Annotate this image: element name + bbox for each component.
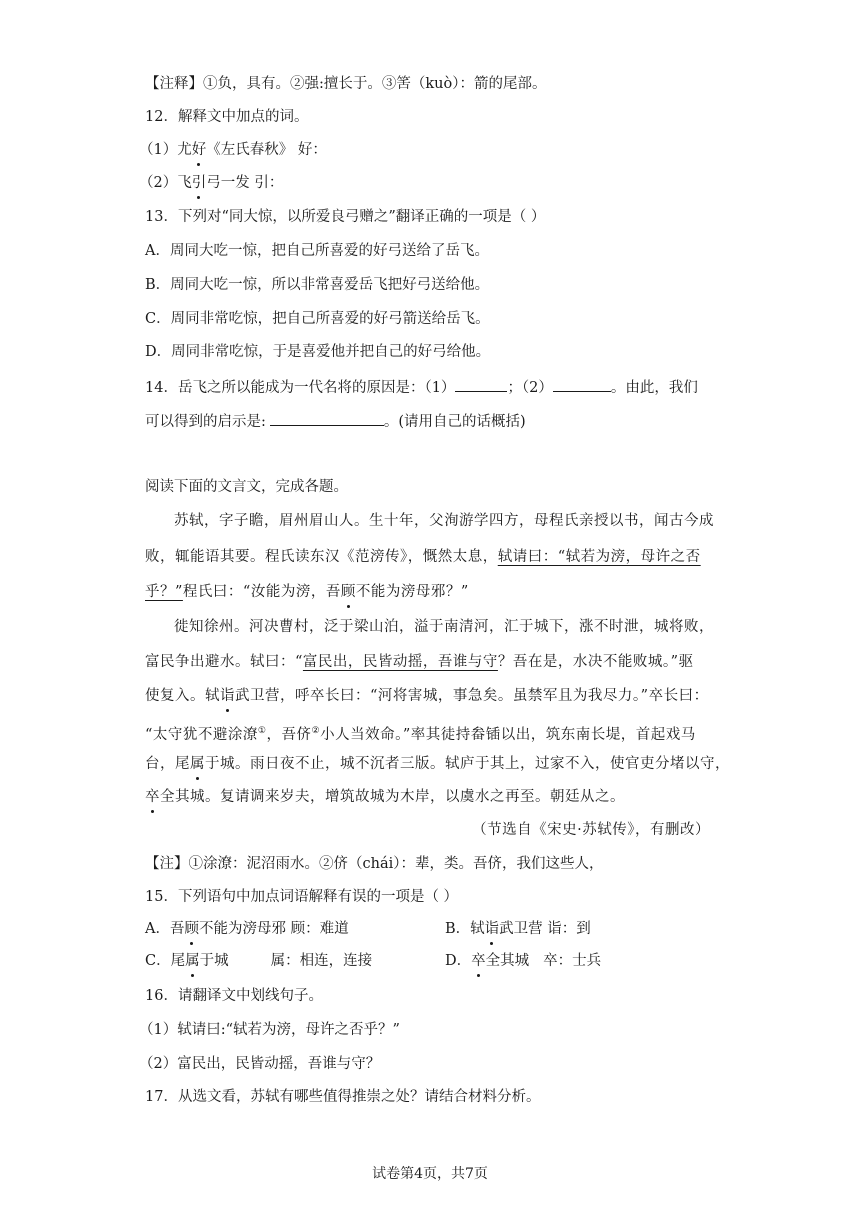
q14-part1: 14．岳飞之所以能成为一代名将的原因是：（1） [145,380,456,396]
q13-option-b: B．周同大吃一惊，所以非常喜爱岳飞把好弓送给他。 [145,277,490,293]
q15-a-post: 不能为滂母邪 顾：难道 [198,921,349,937]
q12-item1-post: 《左氏春秋》 好： [206,142,327,158]
q15-d-explanation: 卒：士兵 [543,953,602,969]
q15-b-pre: B．轼 [445,921,485,937]
q15-option-c [145,951,372,971]
q16-item2: （2）富民出，民皆动摇，吾谁与守？ [139,1056,381,1072]
q13-stem: 13．下列对“同大惊，以所爱良弓赠之”翻译正确的一项是（ ） [145,209,546,225]
p2-l5-pre: 台，尾 [145,756,190,772]
q15-d-pre: D． [445,953,472,969]
q15-stem: 15．下列语句中加点词语解释有误的一项是（ ） [145,889,459,905]
p2-l4-pre: “太守犹不避涂潦 [145,726,258,743]
passage-p2-line1: 徙知徐州。河决曹村，泛于梁山泊，溢于南清河，汇于城下，涨不时泄，城将败， [174,619,714,635]
passage-p1-line3 [145,582,469,602]
q13-option-c: C．周同非常吃惊，把自己所喜爱的好弓箭送给岳飞。 [145,311,490,327]
q14-line2-pre: 可以得到的启示是: [145,414,266,430]
q14-part3: 。由此，我们 [610,380,698,396]
q15-c-post: 于城 [199,953,229,969]
passage-p2-line2 [145,652,694,672]
p2-l6-post: 全其城。复请调来岁夫，增筑故城为木岸，以虞水之再至。朝廷从之。 [160,789,625,805]
annotation-note [145,74,547,94]
q14-blank-1[interactable] [455,376,507,392]
q12-item2-dotted-word: 引 [191,175,207,191]
p2-l2-pre: 富民争出避水。轼曰：“ [145,654,303,670]
footnote-mark-2: ② [311,726,321,736]
p2-l5-post: 于城。雨日夜不止，城不沉者三版。轼庐于其上，过家不入，使官吏分堵以守， [205,756,730,772]
q17-stem: 17．从选文看，苏轼有哪些值得推崇之处？请结合材料分析。 [145,1089,541,1105]
q12-item2-post: 弓一发 引： [206,175,284,191]
q15-d-dotted-word: 卒 [471,953,486,969]
q14-part2: ；（2） [507,380,553,396]
passage-p2-line4 [145,721,696,745]
p2-l2-post: ？吾在是，水决不能败城。”驱 [497,654,694,670]
p2-l3-post: 武卫营，呼卒长曰：“河将害城，事急矣。虽禁军且为我尽力。”卒长曰： [235,688,709,704]
q16-stem: 16．请翻译文中划线句子。 [145,988,323,1004]
q15-b-post: 武卫营 诣：到 [499,921,591,937]
passage-p2-line3 [145,686,709,706]
passage-source: （节选自《宋史·苏轼传》，有删改） [472,822,710,838]
page-footer: 试卷第4页，共7页 [372,1166,488,1182]
q14-blank-2[interactable] [553,376,611,392]
q15-c-dotted-word: 属 [185,953,200,969]
p2-l3-pre: 使复入。轼 [145,688,220,704]
footnote-mark-1: ① [257,726,267,736]
dotted-word-yi: 诣 [220,688,235,704]
reading-intro: 阅读下面的文言文，完成各题。 [145,479,348,495]
q15-c-pre: C．尾 [145,953,186,969]
q15-c-explanation: 属：相连，连接 [270,953,373,969]
q15-option-a [145,919,349,939]
q12-item1 [139,140,327,160]
q12-stem: 12．解释文中加点的词。 [145,109,309,125]
q14-line1 [145,376,698,398]
dotted-word-zu: 卒 [145,789,160,805]
p2-l4-post: 小人当效命。”率其徒持畚锸以出，筑东南长堤，首起戏马 [320,726,696,743]
q15-a-pre: A．吾 [145,921,185,937]
q16-item1: （1）轼请曰:“轼若为滂，母许之否乎？” [139,1022,400,1038]
p2-l4-mid: ，吾侪 [266,726,312,743]
q14-line2 [145,410,526,432]
passage-p1-line1: 苏轼，字子瞻，眉州眉山人。生十年，父洵游学四方，母程氏亲授以书，闻古今成 [174,513,714,529]
note-label: 【注释】 [145,76,203,92]
dotted-word-gu: 顾 [340,584,356,600]
q12-item2-pre: （2）飞 [139,175,192,191]
q12-item1-pre: （1）尤 [139,142,192,158]
q14-blank-3[interactable] [270,410,384,426]
note-text: ①负，具有。②强:擅长于。③筈（kuò）：箭的尾部。 [203,76,547,92]
q13-option-a: A．周同大吃一惊，把自己所喜爱的好弓送给了岳飞。 [145,243,489,259]
passage-p1-line2 [145,547,701,567]
passage-p2-line5 [145,754,730,774]
q12-item1-dotted-word: 好 [191,142,207,158]
q14-line2-post: 。(请用自己的话概括) [383,414,526,430]
q15-option-d [445,951,601,971]
passage-note: 【注】①涂潦：泥沼雨水。②侪（chái）：辈，类。吾侪，我们这些人， [145,856,604,872]
underlined-sentence-1a: 轼请曰：“轼若为滂，母许之否 [497,549,701,565]
dotted-word-shu: 属 [190,756,205,772]
passage-p2-line6 [145,787,625,807]
q13-option-d: D．周同非常吃惊，于是喜爱他并把自己的好弓给他。 [145,344,491,360]
p1-l2-pre: 败，辄能语其要。程氏读东汉《范滂传》，慨然太息， [145,549,498,565]
p1-l3-post: 不能为滂母邪？” [355,584,469,600]
q15-d-post: 全其城 [485,953,530,969]
q15-a-dotted-word: 顾 [184,921,199,937]
q15-b-dotted-word: 诣 [484,921,500,937]
q15-option-b [445,919,591,939]
underlined-sentence-1b: 乎？” [145,584,183,600]
p1-l3-mid: 程氏曰：“汝能为滂，吾 [182,584,341,600]
q12-item2 [139,173,283,193]
underlined-sentence-2: 富民出，民皆动摇，吾谁与守 [302,654,498,670]
